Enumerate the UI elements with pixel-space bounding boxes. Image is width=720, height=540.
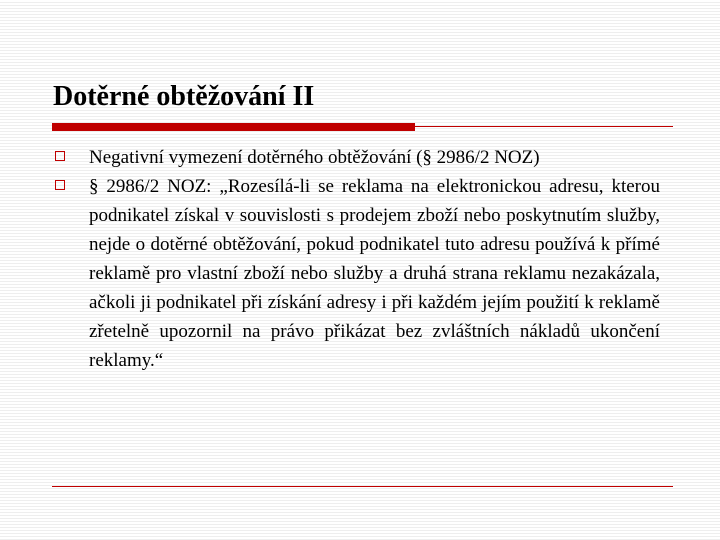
- bullet-text: Negativní vymezení dotěrného obtěžování (§ 2986/2 NOZ): [89, 147, 540, 168]
- slide-title: Dotěrné obtěžování II: [53, 81, 315, 112]
- footer-rule: [52, 486, 673, 487]
- hollow-square-icon: [55, 180, 65, 190]
- bullet-text: § 2986/2 NOZ: „Rozesílá-li se reklama na elektronickou adresu, kterou podnikatel získal v souvislosti s prodejem zboží nebo poskytnutím služby, nejde o dotěrné obtěžování, pokud podnikatel tuto adresu používá k přímé reklamě pro vlastní zboží nebo služby a druhá strana reklamu nezakázala, ačkoli ji podnikatel při získání adresy i při každém jejím použití k reklamě zřetelně upozornil na právo přikázat bez zvláštních nákladů ukončení reklamy.“: [89, 176, 660, 371]
- bullet-item: [55, 143, 660, 172]
- bullet-list: [55, 143, 660, 375]
- title-underline-thick: [52, 123, 415, 131]
- bullet-item: [55, 172, 660, 375]
- hollow-square-icon: [55, 151, 65, 161]
